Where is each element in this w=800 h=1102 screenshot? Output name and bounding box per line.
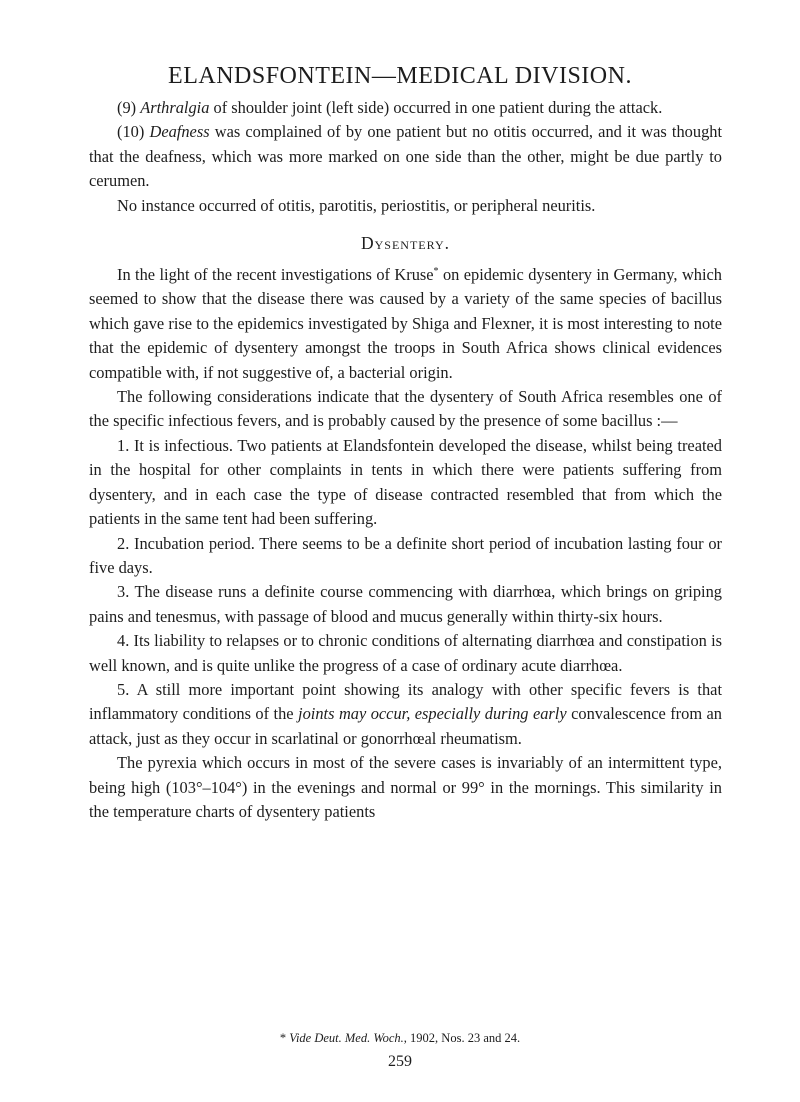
list-item-5 [89, 678, 722, 751]
paragraph-no-instance: No instance occurred of otitis, parotitis, periostitis, or peripheral neuritis. [117, 195, 596, 215]
paragraph-arthralgia [89, 96, 722, 120]
list-item-4: 4. Its liability to relapses or to chronic conditions of alternating diarrhœa and constipation is well known, and is quite unlike the progress of a case of ordinary acute diarrhœa. [89, 631, 722, 675]
running-head: ELANDSFONTEIN—MEDICAL DIVISION. [168, 63, 632, 89]
item5-text-a: 5. A still more important point showing its analogy with other specific fevers is that inflammatory conditions of the [89, 679, 722, 724]
footnote-mark: * [279, 1031, 290, 1045]
paragraph-pyrexia: The pyrexia which occurs in most of the severe cases is invariably of an intermittent type, being high (103°–104°) in the evenings and normal or 99° in the mornings. This similarity in the temperature charts of dysentery patients [89, 753, 722, 821]
list-item-2: 2. Incubation period. There seems to be a definite short period of incubation lasting four or five days. [89, 533, 722, 577]
item-number: (9) [117, 98, 141, 117]
paragraph-intro [89, 263, 722, 385]
item-number: (10) [117, 122, 150, 142]
list-item-1: 1. It is infectious. Two patients at Elandsfontein developed the disease, whilst being treated in the hospital for other complaints in tents in which there were patients suffering from dysentery, and in each case the type of disease contracted resembled that from which the patients in the same tent had been suffering. [89, 435, 722, 529]
footnote [0, 1031, 800, 1045]
paragraph-following: The following considerations indicate that the dysentery of South Africa resembles one of the specific infectious fevers, and is probably caused by the presence of some bacillus :— [89, 387, 722, 431]
item5-emphasis: joints may occur, especially during early [298, 704, 567, 724]
section-heading-dysentery: Dysentery. [360, 233, 451, 254]
list-item-3: 3. The disease runs a definite course commencing with diarrhœa, which brings on griping pains and tenesmus, with passage of blood and mucus generally within thirty-six hours. [89, 582, 722, 626]
paragraph-text: was complained of by one patient but no otitis occurred, and it was thought that the deafness, which was more marked on one side than the other, might be due partly to cerumen. [89, 122, 723, 191]
paragraph-text: of shoulder joint (left side) occurred in one patient during the attack. [209, 98, 663, 117]
body-text [89, 96, 722, 824]
paragraph-deafness [89, 120, 722, 193]
page-number: 259 [388, 1053, 412, 1070]
term-arthralgia: Arthralgia [140, 98, 210, 117]
term-deafness: Deafness [149, 122, 210, 142]
intro-text-b: on epidemic dysentery in Germany, which seemed to show that the disease there was caused by a variety of the same species of bacillus which gave rise to the epidemics investigated by Shiga and Flexner, it is most interesting to note that the epidemic of dysentery amongst the troops in South Africa shows clinical evidences compatible with, if not suggestive of, a bacterial origin. [89, 265, 722, 382]
footnote-source: Vide Deut. Med. Woch. [289, 1031, 404, 1045]
footnote-rest: , 1902, Nos. 23 and 24. [403, 1031, 521, 1045]
intro-text-a: In the light of the recent investigations of Kruse [117, 265, 434, 285]
footnote-ref: * [433, 266, 439, 278]
item5-text-b: convalescence from an attack, just as they occur in scarlatinal or gonorrhœal rheumatism. [89, 704, 723, 748]
